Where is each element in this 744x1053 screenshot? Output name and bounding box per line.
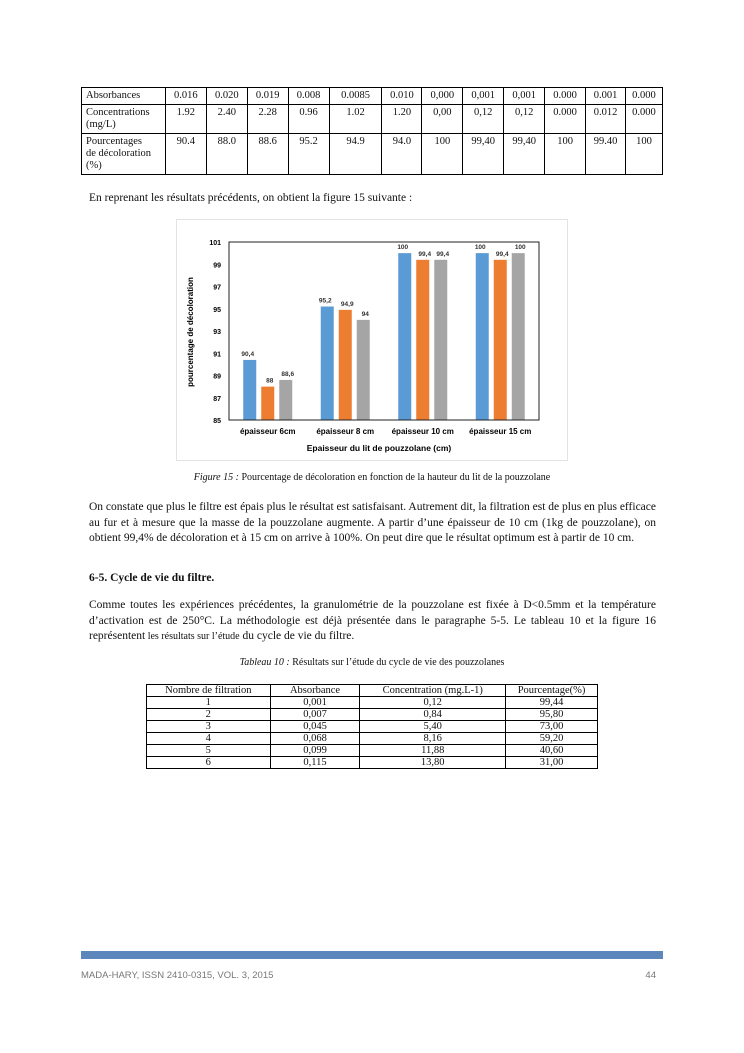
bar — [398, 253, 411, 420]
table-row — [82, 88, 663, 105]
table-cell: 95,80 — [506, 709, 598, 721]
table-row — [82, 134, 663, 175]
footer-journal: MADA-HARY, ISSN 2410-0315, VOL. 3, 2015 — [81, 970, 274, 981]
table-cell: 0,000 — [422, 88, 463, 105]
table-cell: 2.40 — [206, 105, 247, 134]
table-cell: 1.20 — [382, 105, 422, 134]
table-row — [147, 745, 598, 757]
table-cell: 0,001 — [463, 88, 504, 105]
table-cell: 0,099 — [270, 745, 360, 757]
table-cell: 3 — [147, 721, 271, 733]
bar — [261, 387, 274, 420]
table-cell: 6 — [147, 757, 271, 769]
y-tick-label: 87 — [213, 395, 221, 403]
column-header: Pourcentage(%) — [506, 685, 598, 697]
data-label: 94,9 — [340, 300, 354, 308]
y-tick-label: 95 — [213, 306, 221, 314]
bar — [494, 260, 507, 420]
table-cell: 0,045 — [270, 721, 360, 733]
table-10 — [146, 684, 598, 769]
y-tick-label: 97 — [213, 284, 221, 292]
table-cell: 1.92 — [165, 105, 206, 134]
y-tick-label: 99 — [213, 262, 221, 270]
table-cell: 0.008 — [288, 88, 329, 105]
bar — [339, 310, 352, 420]
intro-text: En reprenant les résultats précédents, on obtient la figure 15 suivante : — [89, 192, 413, 204]
data-label: 100 — [514, 244, 526, 252]
table-cell: 0,068 — [270, 733, 360, 745]
table-cell: 0.000 — [545, 88, 586, 105]
table-cell: 0.012 — [586, 105, 626, 134]
row-label: Concentrations (mg/L) — [82, 105, 166, 134]
table-cell: 0.000 — [545, 105, 586, 134]
bar — [357, 320, 370, 420]
data-label: 99,4 — [418, 250, 432, 258]
paragraph-lifecycle: Comme toutes les expériences précédentes, la granulométrie de la pouzzolane est fixée à D<0.5mm et la température d’activation est de 250°C. La méthodologie est déjà présentée dans le paragraphe 5-5. Le tableau 10 et la figure 16 représentent les résultats sur l’étude du cycle de vie du filtre. — [89, 599, 656, 642]
table-cell: 11,88 — [360, 745, 506, 757]
table-row — [147, 721, 598, 733]
table-10-caption: Tableau 10 : Résultats sur l’étude du cycle de vie des pouzzolanes — [239, 657, 505, 668]
bar — [416, 260, 429, 420]
data-label: 100 — [397, 244, 409, 252]
table-cell: 0.020 — [206, 88, 247, 105]
table-row — [147, 697, 598, 709]
y-tick-label: 85 — [213, 418, 221, 425]
column-header: Absorbance — [270, 685, 360, 697]
y-tick-label: 101 — [209, 240, 221, 247]
table-cell: 2.28 — [247, 105, 288, 134]
table-cell: 94.9 — [329, 134, 382, 175]
table-cell: 0,12 — [463, 105, 504, 134]
table-cell: 99,44 — [506, 697, 598, 709]
x-tick-label: épaisseur 6cm — [239, 427, 296, 436]
y-axis-label: pourcentage de décoloration — [186, 277, 195, 387]
table-cell: 13,80 — [360, 757, 506, 769]
table-cell: 8,16 — [360, 733, 506, 745]
figure-15-frame — [176, 219, 568, 461]
data-label: 90,4 — [241, 350, 255, 358]
footer-bar — [81, 951, 663, 959]
table-cell: 88.0 — [206, 134, 247, 175]
table-cell: 100 — [422, 134, 463, 175]
x-tick-label: épaisseur 10 cm — [391, 427, 454, 436]
section-heading: 6-5. Cycle de vie du filtre. — [89, 572, 215, 584]
table-cell: 1 — [147, 697, 271, 709]
table-cell: 99.40 — [586, 134, 626, 175]
table-cell: 1.02 — [329, 105, 382, 134]
bar — [279, 380, 292, 420]
table-cell: 40,60 — [506, 745, 598, 757]
data-label: 99,4 — [436, 250, 450, 258]
table-cell: 0.010 — [382, 88, 422, 105]
table-cell: 99,40 — [504, 134, 545, 175]
table-cell: 0,00 — [422, 105, 463, 134]
x-tick-label: épaisseur 8 cm — [316, 427, 375, 436]
table-cell: 100 — [545, 134, 586, 175]
data-label: 88,6 — [281, 370, 295, 378]
results-table-filter-thickness — [81, 87, 663, 175]
bar — [476, 253, 489, 420]
table-row — [147, 709, 598, 721]
table-cell: 90.4 — [165, 134, 206, 175]
table-cell: 0,12 — [360, 697, 506, 709]
table-cell: 0,84 — [360, 709, 506, 721]
data-label: 95,2 — [318, 297, 332, 305]
bar — [434, 260, 447, 420]
table-cell: 0.96 — [288, 105, 329, 134]
y-tick-label: 89 — [213, 373, 221, 381]
y-tick-label: 93 — [213, 329, 221, 336]
y-tick-label: 91 — [213, 351, 221, 359]
data-label: 94 — [361, 310, 369, 318]
bar-chart — [177, 220, 567, 460]
page-number: 44 — [645, 970, 656, 981]
data-label: 100 — [474, 244, 486, 252]
table-cell: 0.000 — [625, 88, 662, 105]
table-cell: 95.2 — [288, 134, 329, 175]
table-cell: 0.0085 — [329, 88, 382, 105]
bar — [321, 307, 334, 420]
table-cell: 5 — [147, 745, 271, 757]
table-cell: 0,12 — [504, 105, 545, 134]
table-cell: 88.6 — [247, 134, 288, 175]
table-cell: 59,20 — [506, 733, 598, 745]
column-header: Nombre de filtration — [147, 685, 271, 697]
x-tick-label: épaisseur 15 cm — [469, 427, 532, 436]
table-cell: 0.001 — [586, 88, 626, 105]
table-cell: 0,001 — [270, 697, 360, 709]
plot-frame — [229, 242, 539, 420]
table-cell: 0,115 — [270, 757, 360, 769]
table-cell: 94.0 — [382, 134, 422, 175]
table-cell: 4 — [147, 733, 271, 745]
table-cell: 0,001 — [504, 88, 545, 105]
table-row — [147, 733, 598, 745]
row-label: Pourcentages de décoloration (%) — [82, 134, 166, 175]
table-cell: 100 — [625, 134, 662, 175]
x-axis-label: Epaisseur du lit de pouzzolane (cm) — [306, 443, 452, 453]
table-cell: 31,00 — [506, 757, 598, 769]
table-cell: 0.000 — [625, 105, 662, 134]
column-header: Concentration (mg.L-1) — [360, 685, 506, 697]
table-cell: 0.016 — [165, 88, 206, 105]
paragraph-conclusion: On constate que plus le filtre est épais plus le résultat est satisfaisant. Autrement dit, la filtration est de plus en plus efficace au fur et à mesure que la masse de la pouzzolane augmente. A partir d’une épaisseur de 10 cm (1kg de pouzzolane), on obtient 99,4% de décoloration et à 15 cm on arrive à 100%. On peut dire que le résultat optimum est à partir de 10 cm. — [89, 501, 656, 544]
figure-15-caption: Figure 15 : Pourcentage de décoloration en fonction de la hauteur du lit de la pouzzolane — [193, 472, 551, 483]
row-label: Absorbances — [82, 88, 166, 105]
table-cell: 0.019 — [247, 88, 288, 105]
table-cell: 99,40 — [463, 134, 504, 175]
table-cell: 5,40 — [360, 721, 506, 733]
data-label: 99,4 — [495, 250, 509, 258]
table-row — [147, 757, 598, 769]
data-label: 88 — [266, 377, 274, 385]
table-header-row — [147, 685, 598, 697]
bar — [512, 253, 525, 420]
bar — [243, 360, 256, 420]
table-cell: 2 — [147, 709, 271, 721]
table-row — [82, 105, 663, 134]
table-cell: 0,007 — [270, 709, 360, 721]
table-cell: 73,00 — [506, 721, 598, 733]
